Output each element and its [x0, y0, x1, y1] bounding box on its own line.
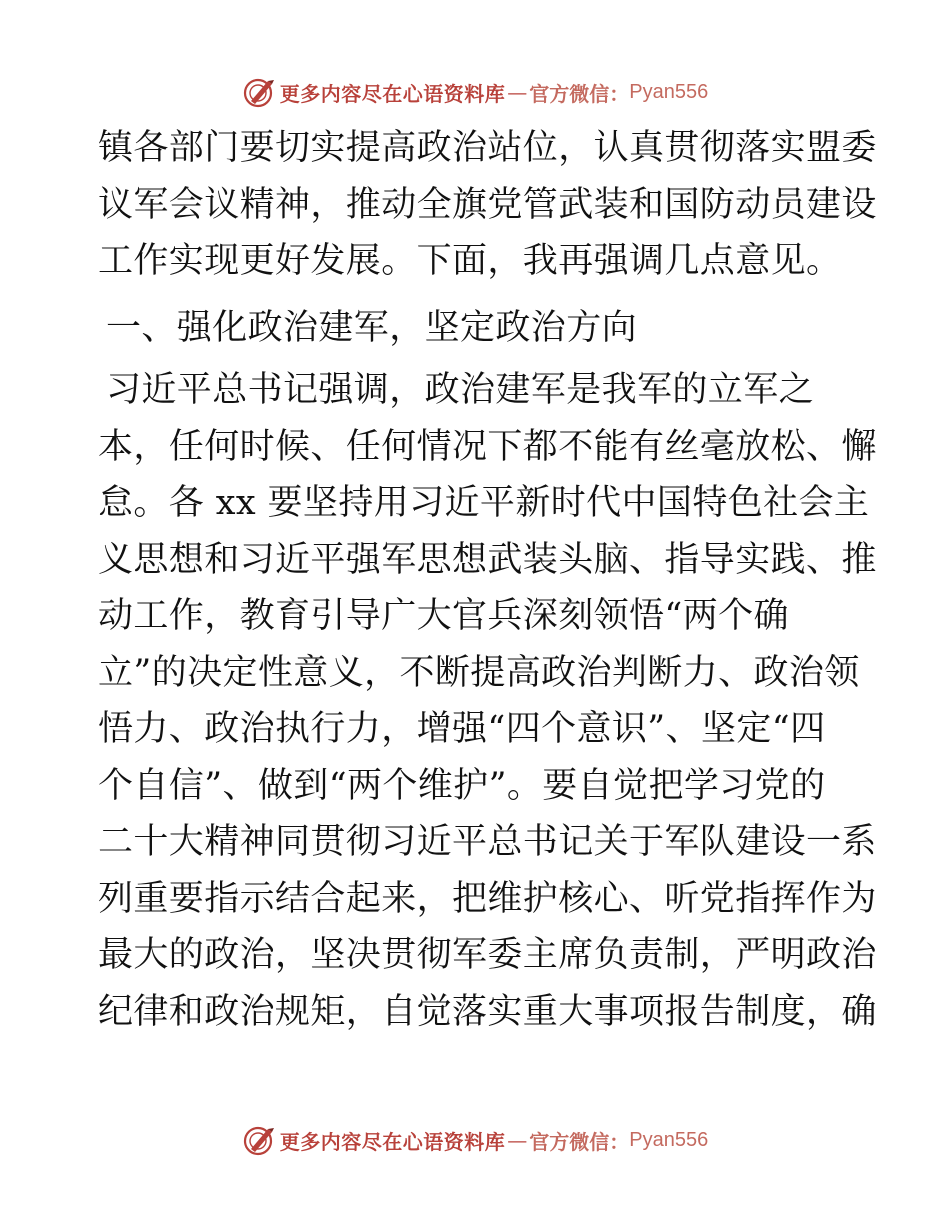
text-line: 列重要指示结合起来，把维护核心、听党指挥作为 [98, 878, 877, 919]
banner-wechat-id: Pyan556 [629, 1128, 709, 1151]
text-line: 二十大精神同贯彻习近平总书记关于军队建设一系 [98, 822, 877, 862]
pen-logo-icon [242, 1123, 276, 1157]
text-line: 动工作，教育引导广大官兵深刻领悟“两个确 [98, 596, 789, 636]
banner-wechat-label: 官方微信： [529, 81, 630, 106]
header-banner [0, 72, 950, 112]
banner-dash: — [507, 1128, 528, 1152]
text-line: 本，任何时候、任何情况下都不能有丝毫放松、懈 [98, 426, 877, 467]
section-heading: 一、强化政治建军，坚定政治方向 [106, 307, 638, 348]
text-line: 镇各部门要切实提高政治站位，认真贯彻落实盟委 [98, 128, 877, 168]
pen-logo-icon [242, 75, 276, 109]
banner-title: 更多内容尽在心语资料库 [279, 81, 506, 106]
footer-banner [0, 1120, 950, 1160]
document-body [98, 120, 877, 1040]
banner-title: 更多内容尽在心语资料库 [279, 1129, 506, 1154]
text-line: 义思想和习近平强军思想武装头脑、指导实践、推 [98, 539, 877, 580]
banner-wechat-id: Pyan556 [629, 80, 709, 103]
text-line: 工作实现更好发展。下面，我再强调几点意见。 [98, 241, 842, 281]
text-line: 习近平总书记强调，政治建军是我军的立军之 [106, 370, 815, 410]
text-line: 立”的决定性意义，不断提高政治判断力、政治领 [98, 652, 860, 693]
text-line: 议军会议精神，推动全旗党管武装和国防动员建设 [98, 184, 877, 225]
text-line: 个自信”、做到“两个维护”。要自觉把学习党的 [98, 765, 826, 806]
text-line: 纪律和政治规矩，自觉落实重大事项报告制度，确 [98, 991, 877, 1032]
text-line: 最大的政治，坚决贯彻军委主席负责制，严明政治 [98, 935, 877, 975]
banner-dash: — [507, 80, 528, 104]
text-line: 悟力、政治执行力，增强“四个意识”、坚定“四 [98, 709, 826, 749]
text-line: 怠。各 xx 要坚持用习近平新时代中国特色社会主 [98, 483, 870, 523]
banner-wechat-label: 官方微信： [529, 1129, 630, 1154]
